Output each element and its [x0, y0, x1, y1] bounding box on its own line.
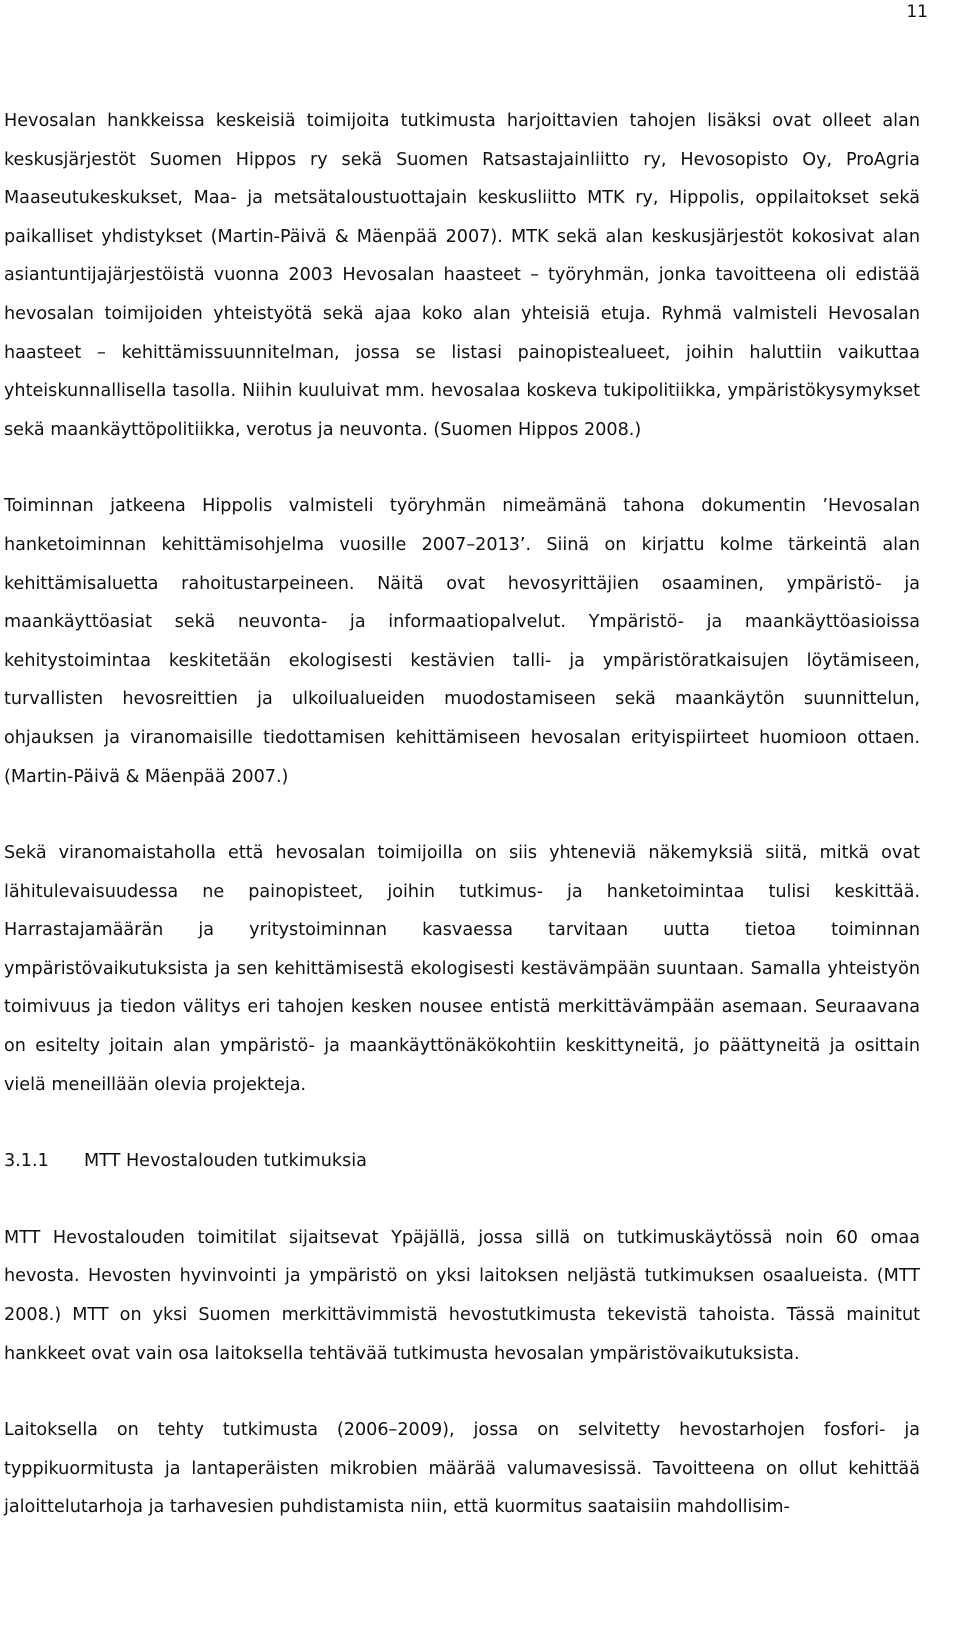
paragraph: Sekä viranomaistaholla että hevosalan toimijoilla on siis yhteneviä näkemyksiä siitä, mitkä ovat lähitulevaisuudessa ne painopisteet, joihin tutkimus- ja hanketoimintaa tulisi keskittää. Harrastajamäärän ja yritystoiminnan kasvaessa tarvitaan uutta tietoa toiminnan ympäristövaikutuksista ja sen kehittämisestä ekologisesti kestävämpään suuntaan. Samalla yhteistyön toimivuus ja tiedon välitys eri tahojen kesken nousee entistä merkittävämpään asemaan. Seuraavana on esitelty joitain alan ympäristö- ja maankäyttönäkökohtiin keskittyneitä, jo päättyneitä ja osittain vielä meneillään olevia projekteja.: [4, 843, 920, 1095]
paragraph: Laitoksella on tehty tutkimusta (2006–2009), jossa on selvitetty hevostarhojen fosfori- ja typpikuormitusta ja lantaperäisten mikrobien määrää valumavesissä. Tavoitteena on ollut kehittää jaloittelutarhoja ja tarhavesien puhdistamista niin, että kuormitus saataisiin mahdollisim-: [4, 1420, 920, 1518]
section-title: MTT Hevostalouden tutkimuksia: [84, 1151, 367, 1172]
paragraph: Toiminnan jatkeena Hippolis valmisteli työryhmän nimeämänä tahona dokumentin ’Hevosalan hanketoiminnan kehittämisohjelma vuosille 2007–2013’. Siinä on kirjattu kolme tärkeintä alan kehittämisaluetta rahoitustarpeineen. Näitä ovat hevosyrittäjien osaaminen, ympäristö- ja maankäyttöasiat sekä neuvonta- ja informaatiopalvelut. Ympäristö- ja maankäyttöasioissa kehitystoimintaa keskitetään ekologisesti kestävien talli- ja ympäristöratkaisujen löytämiseen, turvallisten hevosreittien ja ulkoilualueiden muodostamiseen sekä maankäytön suunnittelun, ohjauksen ja viranomaisille tiedottamisen kehittämiseen hevosalan erityispiirteet huomioon ottaen. (Martin-Päivä & Mäenpää 2007.): [4, 496, 920, 787]
page-number: 11: [906, 2, 928, 22]
paragraph: MTT Hevostalouden toimitilat sijaitsevat Ypäjällä, jossa sillä on tutkimuskäytössä noin 60 omaa hevosta. Hevosten hyvinvointi ja ympäristö on yksi laitoksen neljästä tutkimuksen osaalueista. (MTT 2008.) MTT on yksi Suomen merkittävimmistä hevostutkimusta tekevistä tahoista. Tässä mainitut hankkeet ovat vain osa laitoksella tehtävää tutkimusta hevosalan ympäristövaikutuksista.: [4, 1227, 920, 1364]
section-heading: [4, 1142, 920, 1181]
paragraph: Hevosalan hankkeissa keskeisiä toimijoita tutkimusta harjoittavien tahojen lisäksi ovat olleet alan keskusjärjestöt Suomen Hippos ry sekä Suomen Ratsastajainliitto ry, Hevosopisto Oy, ProAgria Maaseutukeskukset, Maa- ja metsätaloustuottajain keskusliitto MTK ry, Hippolis, oppilaitokset sekä paikalliset yhdistykset (Martin-Päivä & Mäenpää 2007). MTK sekä alan keskusjärjestöt kokosivat alan asiantuntijajärjestöistä vuonna 2003 Hevosalan haasteet – työryhmän, jonka tavoitteena oli edistää hevosalan toimijoiden yhteistyötä sekä ajaa koko alan yhteisiä etuja. Ryhmä valmisteli Hevosalan haasteet – kehittämissuunnitelman, jossa se listasi painopistealueet, joihin haluttiin vaikuttaa yhteiskunnallisella tasolla. Niihin kuuluivat mm. hevosalaa koskeva tukipolitiikka, ympäristökysymykset sekä maankäyttöpolitiikka, verotus ja neuvonta. (Suomen Hippos 2008.): [4, 111, 920, 440]
document-body: [4, 102, 920, 1565]
section-number: 3.1.1: [4, 1151, 49, 1172]
